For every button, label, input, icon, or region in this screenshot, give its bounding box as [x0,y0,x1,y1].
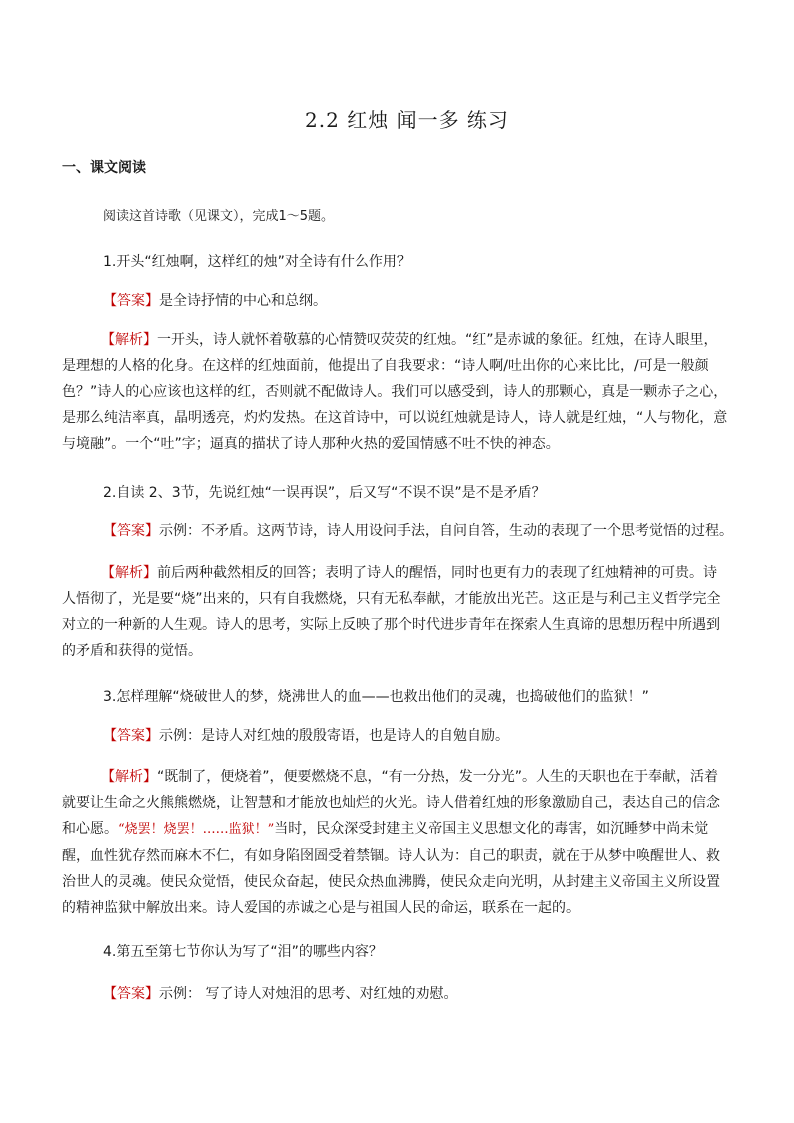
analysis-label: 【解析】 [101,769,157,785]
answer-1-text: 是全诗抒情的中心和总纲。 [159,293,327,309]
analysis-3-quote: “烧罢！烧罢！……监狱！” [118,822,275,837]
analysis-2 [62,560,732,664]
analysis-1-first: 一开头，诗人就怀着敬慕的心情赞叹荧荧的红烛。“红”是赤诚的象征。红烛，在诗人眼里， [157,332,718,348]
question-3: 3.怎样理解“烧破世人的梦，烧沸世人的血——也救出他们的灵魂，也捣破他们的监狱！” [103,689,649,705]
analysis-1-rest: 是理想的人格的化身。在这样的红烛面前，他提出了自我要求：“诗人啊/吐出你的心来比比，/可是一般颜色？”诗人的心应该也这样的红，否则就不配做诗人。我们可以感受到，诗人的那颗心，真是一颗赤子之心，是那么纯洁率真，晶明透亮，灼灼发热。在这首诗中，可以说红烛就是诗人，诗人就是红烛，“人与物化，意与境融”。一个“吐”字；逼真的描状了诗人那种火热的爱国情感不吐不快的神态。 [62,358,728,452]
question-4: 4.第五至第七节你认为写了“泪”的哪些内容？ [103,944,383,960]
analysis-label: 【解析】 [101,565,157,581]
answer-label: 【答案】 [103,728,159,744]
answer-label: 【答案】 [103,293,159,309]
answer-1 [103,289,327,313]
answer-4 [103,982,457,1006]
analysis-label: 【解析】 [101,332,157,348]
answer-4-text: 示例： 写了诗人对烛泪的思考、对红烛的劝慰。 [159,986,458,1002]
analysis-2-rest: 人悟彻了，光是要“烧”出来的，只有自我燃烧，只有无私奉献，才能放出光芒。这正是与利己主义哲学完全对立的一种新的人生观。诗人的思考，实际上反映了那个时代进步青年在探索人生真谛的思想历程中所遇到的矛盾和获得的觉悟。 [62,591,721,659]
analysis-2-first: 前后两种截然相反的回答；表明了诗人的醒悟，同时也更有力的表现了红烛精神的可贵。诗 [157,565,717,581]
analysis-3 [62,764,732,921]
answer-label: 【答案】 [103,986,159,1002]
section-heading: 一、课文阅读 [62,160,146,176]
analysis-3-rest [62,790,732,921]
analysis-3-rest-b: 当时，民众深受封建主义帝国主义思想文化的毒害，如沉睡梦中尚未觉醒，血性犹存然而麻木不仁，有如身陷囹圄受着禁锢。诗人认为：自己的职责，就在于从梦中唤醒世人、救治世人的灵魂。使民众觉悟，使民众奋起，使民众热血沸腾，使民众走向光明，从封建主义帝国主义所设置的精神监狱中解放出来。诗人爱国的赤诚之心是与祖国人民的命运，联系在一起的。 [62,821,720,916]
answer-2-text: 示例：不矛盾。这两节诗，诗人用设问手法，自问自答，生动的表现了一个思考觉悟的过程。 [159,523,733,539]
answer-2 [103,519,733,543]
question-2: 2.自读 2、3节，先说红烛“一误再误”，后又写“不误不误”是不是矛盾？ [103,485,546,501]
answer-label: 【答案】 [103,523,159,539]
analysis-3-rest-a: 就要让生命之火熊熊燃烧，让智慧和才能放也灿烂的火光。诗人借着红烛的形象激励自己，表达自己的信念和心愿。 [62,795,720,837]
page-title: 2.2 红烛 闻一多 练习 [305,108,509,132]
answer-3 [103,724,509,748]
reading-instruction: 阅读这首诗歌（见课文），完成1～5题。 [103,209,335,224]
question-1: 1.开头“红烛啊，这样红的烛”对全诗有什么作用？ [103,254,411,270]
analysis-1 [62,327,732,457]
analysis-3-first: “既制了，便烧着”，便要燃烧不息，“有一分热，发一分光”。人生的天职也在于奉献，活着 [157,769,719,785]
answer-3-text: 示例：是诗人对红烛的殷殷寄语，也是诗人的自勉自励。 [159,728,509,744]
